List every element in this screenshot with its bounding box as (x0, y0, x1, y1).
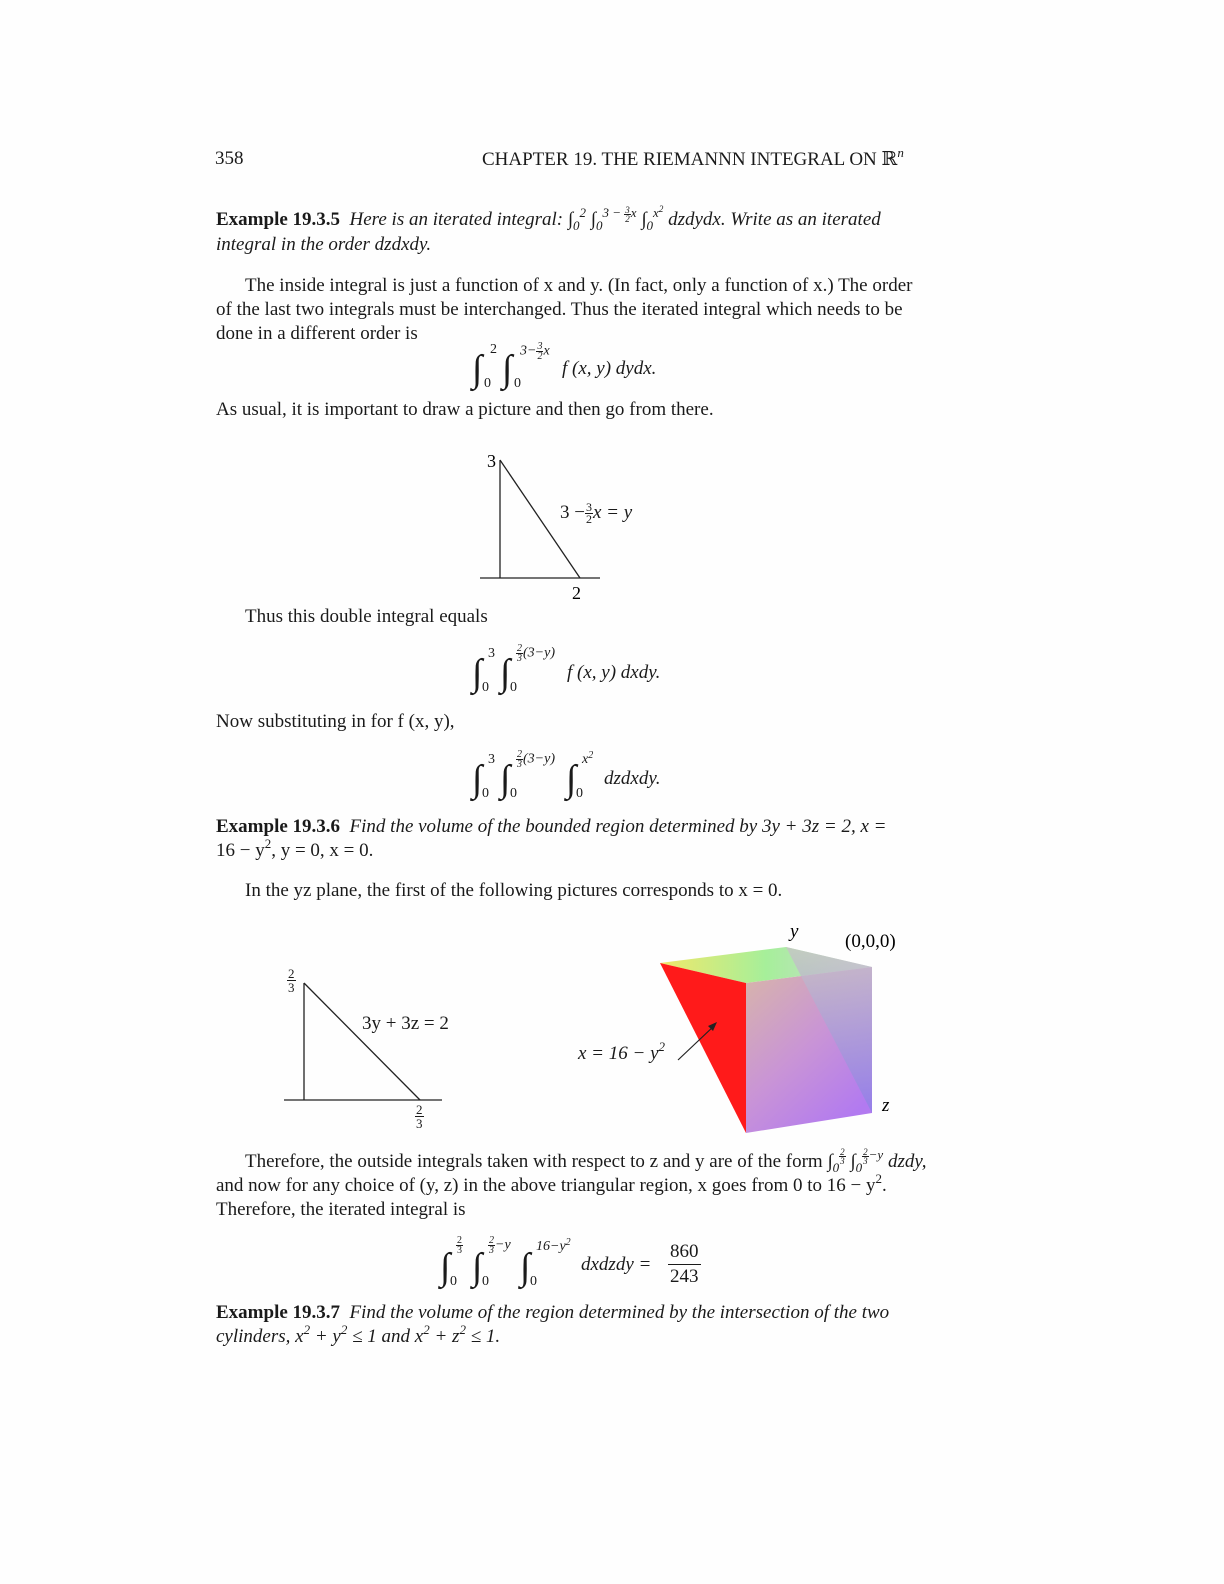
frac-den: 3 (489, 1245, 494, 1256)
limit: 2 (579, 205, 587, 220)
differentials: dzdy, (887, 1151, 927, 1172)
frac-den: 2 (537, 351, 543, 362)
upper-limit (520, 342, 550, 361)
lower-limit: 0 (514, 376, 521, 391)
lower-limit: 0 (510, 786, 517, 801)
lower-limit: 0 (482, 680, 489, 695)
integral-sign: ∫ (520, 1246, 531, 1288)
frac-num: 2 (863, 1146, 868, 1157)
lower-limit: 0 (450, 1274, 457, 1289)
example-label: Example 19.3.5 (216, 209, 341, 230)
wedge-3d-figure (560, 915, 920, 1145)
frac-den: 3 (416, 1116, 423, 1131)
chapter-title-sup: n (897, 145, 904, 160)
inline-integral-mid: $\int_0^{3 - \frac{3}{2} x}$ (590, 204, 637, 233)
example-19-3-7 (216, 1301, 889, 1325)
y-axis-label: y (790, 921, 799, 942)
integral-sign: ∫ (500, 652, 511, 694)
upper-limit (536, 1239, 571, 1255)
frac-num: 2 (517, 643, 522, 654)
integral-sign: ∫ (500, 758, 511, 800)
display-integral-1 (470, 342, 710, 394)
frac-num: 2 (288, 966, 295, 981)
example-text: cylinders, x (216, 1326, 304, 1347)
label-part: x = 16 − y (578, 1043, 659, 1064)
lower-limit: 0 (482, 786, 489, 801)
superscript: 2 (264, 836, 272, 851)
upper-limit (516, 644, 555, 663)
upper-limit (456, 1236, 463, 1255)
example-text: Find the volume of the region determined by the intersection of the two (349, 1302, 890, 1323)
parabolic-face (660, 963, 746, 1133)
integral-sign: ∫ (502, 348, 513, 390)
example-text: ≤ 1 and x (347, 1326, 424, 1347)
result-denominator: 243 (670, 1266, 699, 1287)
label-part: x = y (592, 502, 633, 523)
integrand: dzdxdy. (604, 768, 661, 789)
example-19-3-5-line2 (216, 233, 431, 257)
frac-den: 2 (625, 213, 630, 224)
superscript: 2 (340, 1322, 348, 1337)
paragraph-line: of the last two integrals must be interchanged. Thus the iterated integral which needs to be (216, 299, 903, 320)
example-text: integral in the order (216, 234, 370, 255)
superscript: 2 (658, 1039, 666, 1054)
frac-den: 3 (840, 1155, 845, 1166)
display-integral-3 (470, 749, 710, 804)
line-equation-label (560, 502, 632, 525)
limit-part: (3−y) (523, 751, 555, 767)
limit-part: 3 − (602, 205, 625, 220)
upper-limit: 3 (488, 646, 495, 661)
example-label: Example 19.3.6 (216, 816, 341, 837)
frac-den: 3 (288, 980, 295, 995)
y-tick-label: 3 (487, 451, 496, 471)
frac-den: 3 (517, 653, 522, 664)
frac-den: 2 (585, 512, 592, 527)
integral-sign: ∫ (472, 348, 483, 390)
label-part: 3 − (560, 502, 585, 523)
integrand: dxdzdy = (581, 1254, 652, 1275)
paragraph-line: Therefore, the iterated integral is (216, 1199, 466, 1220)
upper-limit (488, 1236, 511, 1255)
superscript: 2 (875, 1171, 883, 1186)
example-text: + z (429, 1326, 460, 1347)
paragraph-line: The inside integral is just a function of x and y. (In fact, only a function of x.) The order (245, 275, 913, 296)
frac-den: 3 (517, 759, 522, 770)
paragraph-line: As usual, it is important to draw a picture and then go from there. (216, 399, 714, 420)
limit-var: x (543, 343, 550, 359)
paragraph-line: Now substituting in for f (x, y), (216, 711, 455, 732)
limit-sup: 2 (658, 204, 664, 214)
triangle-figure-2 (270, 965, 470, 1135)
frac-num: 3 (537, 341, 543, 352)
limit-var: x (630, 205, 637, 220)
limit: 0 (596, 218, 603, 233)
horizontal-tick-label (415, 1103, 424, 1130)
lower-limit: 0 (482, 1274, 489, 1289)
origin-label: (0,0,0) (845, 931, 896, 952)
result-numerator: 860 (668, 1240, 701, 1265)
inline-integral: $\int_0$ $^{\frac{2}{3}}$ (827, 1146, 845, 1175)
limit-part: x (653, 205, 659, 220)
limit-part: 3− (520, 343, 537, 359)
frac-num: 2 (416, 1102, 423, 1117)
limit-part: x (582, 752, 589, 767)
example-label: Example 19.3.7 (216, 1302, 341, 1323)
display-integral-2 (470, 643, 710, 698)
superscript: 2 (423, 1322, 430, 1337)
frac-den: 3 (863, 1155, 868, 1166)
frac-num: 2 (840, 1146, 845, 1157)
differentials: dzdydx. (668, 209, 726, 230)
paragraph-text: and now for any choice of (y, z) in the above triangular region, x goes from 0 to 16 − y (216, 1175, 876, 1196)
paragraph-line (216, 1171, 887, 1199)
triangle-figure-1 (470, 445, 670, 610)
hypotenuse (304, 983, 420, 1100)
limit (653, 205, 663, 220)
example-text: Write as an iterated (730, 209, 881, 230)
inline-integral: $\int_0$ $^{\frac{2}{3} -y}$ (850, 1146, 884, 1175)
example-19-3-6 (216, 815, 886, 839)
inline-integral-inner: $\int_0^{x^2}$ (641, 204, 664, 233)
integrand: f (x, y) dxdy. (567, 662, 661, 683)
paragraph-text: . (882, 1175, 887, 1196)
example-text: 16 − y (216, 840, 265, 861)
display-integral-4 (438, 1235, 718, 1294)
frac-num: 3 (625, 204, 630, 215)
example-text: , y = 0, x = 0. (271, 840, 374, 861)
page-number: 358 (215, 148, 244, 169)
limit-part: 16−y (536, 1239, 566, 1254)
frac-num: 2 (457, 1235, 462, 1246)
example-text: Find the volume of the bounded region determined by 3y + 3z = 2, x = (349, 816, 887, 837)
example-19-3-6-line2 (216, 836, 374, 864)
limit-part: −y (868, 1147, 884, 1162)
lower-limit: 0 (510, 680, 517, 695)
chapter-title: CHAPTER 19. THE RIEMANNN INTEGRAL ON ℝ (482, 149, 898, 170)
vertical-tick-label (287, 967, 296, 994)
example-19-3-5 (216, 204, 881, 234)
x-tick-label: 2 (572, 583, 581, 603)
z-axis-label: z (882, 1095, 890, 1116)
integral-sign: ∫ (566, 758, 577, 800)
limit: 0 (646, 218, 654, 233)
example-19-3-7-line2 (216, 1322, 501, 1350)
paragraph-line: done in a different order is (216, 323, 418, 344)
frac-num: 2 (489, 1235, 494, 1246)
paragraph-text: Therefore, the outside integrals taken with respect to z and y are of the form (245, 1151, 823, 1172)
integral-sign: ∫ (472, 758, 483, 800)
frac-num: 2 (517, 749, 522, 760)
inline-integral-outer: $\int_0^2$ (567, 205, 587, 233)
integral-sign: ∫ (440, 1246, 451, 1288)
limit-part: (3−y) (523, 645, 555, 661)
lower-limit: 0 (484, 376, 491, 391)
limit-sup: 2 (588, 750, 594, 761)
example-text: Here is an iterated integral: (349, 209, 564, 230)
limit-part: −y (495, 1237, 511, 1253)
paragraph-line: Thus this double integral equals (245, 606, 488, 627)
paragraph-line: In the yz plane, the first of the following pictures corresponds to x = 0. (245, 880, 783, 901)
order: dzdxdy. (374, 234, 432, 255)
limit-sup: 2 (565, 1237, 571, 1248)
example-text: + y (310, 1326, 341, 1347)
upper-limit (516, 750, 555, 769)
surface-label (578, 1039, 666, 1065)
integral-sign: ∫ (472, 1246, 483, 1288)
upper-limit: 2 (490, 342, 497, 357)
lower-limit: 0 (576, 786, 583, 801)
limit: 0 (855, 1160, 863, 1175)
upper-limit: 3 (488, 752, 495, 767)
integrand: f (x, y) dydx. (562, 358, 657, 379)
frac-den: 3 (457, 1245, 462, 1256)
superscript: 2 (459, 1322, 466, 1337)
frac-num: 3 (585, 500, 592, 515)
line-equation-label: 3y + 3z = 2 (362, 1013, 449, 1034)
upper-limit (582, 752, 593, 768)
superscript: 2 (303, 1322, 311, 1337)
limit: 0 (832, 1160, 840, 1175)
example-text: ≤ 1. (465, 1326, 501, 1347)
limit: 0 (573, 218, 580, 233)
paragraph-line (245, 1146, 927, 1175)
integral-sign: ∫ (472, 652, 483, 694)
running-header (482, 145, 904, 171)
lower-limit: 0 (530, 1274, 537, 1289)
result-fraction (668, 1240, 701, 1289)
